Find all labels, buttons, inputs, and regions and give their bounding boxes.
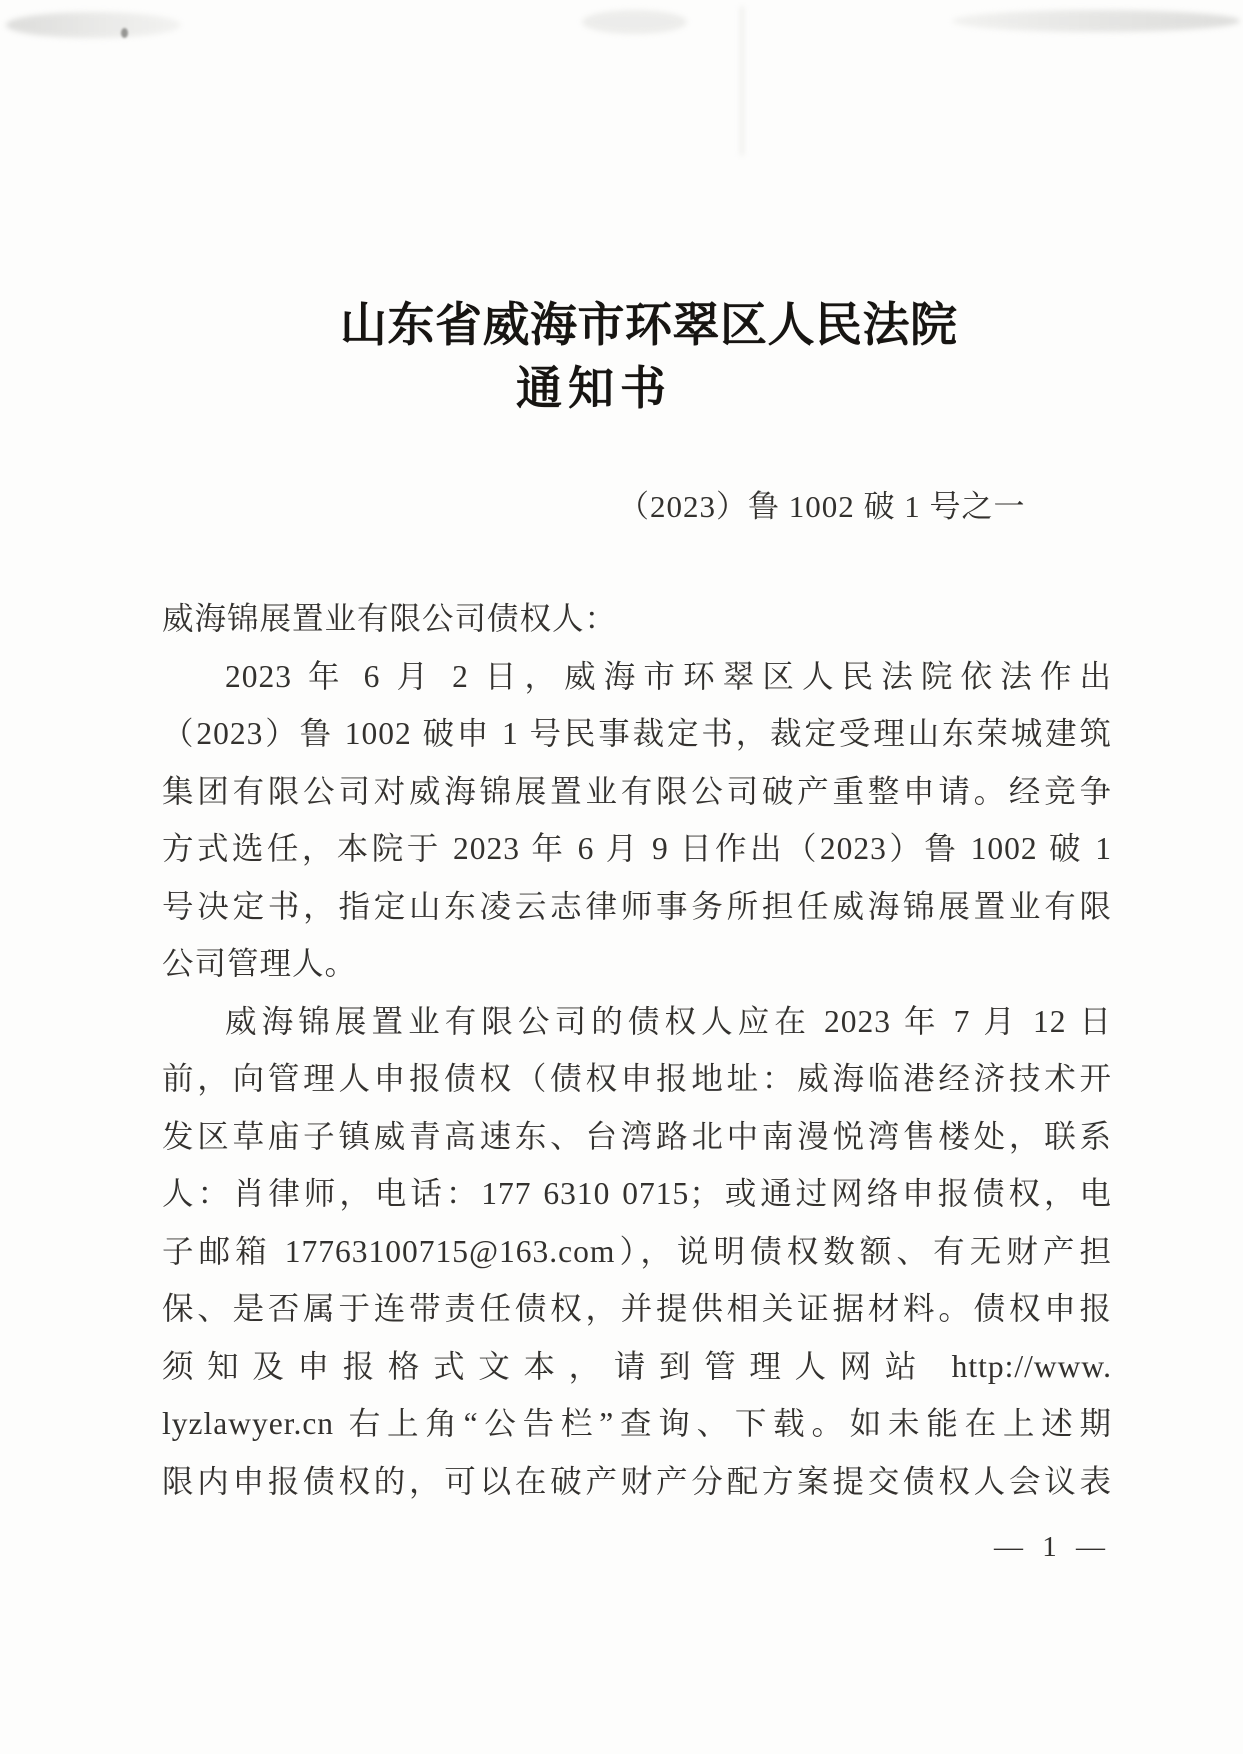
document-line: （2023）鲁 1002 破申 1 号民事裁定书，裁定受理山东荣城建筑	[162, 716, 1112, 751]
document-line: 威海锦展置业有限公司债权人：	[162, 601, 618, 636]
document-line: 人：肖律师，电话：177 6310 0715；或通过网络申报债权，电	[162, 1176, 1112, 1211]
document-line: 保、是否属于连带责任债权，并提供相关证据材料。债权申报	[162, 1291, 1112, 1326]
document-body	[162, 590, 1112, 1510]
document-line: 集团有限公司对威海锦展置业有限公司破产重整申请。经竞争	[162, 773, 1112, 809]
page-number: — 1 —	[994, 1531, 1111, 1563]
court-name: 山东省威海市环翠区人民法院	[340, 300, 958, 352]
scan-artifact	[6, 12, 181, 38]
document-line: 须知及申报格式文本，请到管理人网站 http://www.	[162, 1348, 1112, 1384]
document-line: 子邮箱 17763100715@163.com），说明债权数额、有无财产担	[162, 1233, 1112, 1269]
scan-artifact	[952, 10, 1240, 32]
case-number: （2023）鲁 1002 破 1 号之一	[618, 489, 1026, 524]
document-line: 号决定书，指定山东凌云志律师事务所担任威海锦展置业有限	[162, 888, 1112, 924]
document-line: 发区草庙子镇威青高速东、台湾路北中南漫悦湾售楼处，联系	[162, 1118, 1112, 1154]
document-line: 公司管理人。	[162, 946, 358, 981]
document-line: lyzlawyer.cn 右上角“公告栏”查询、下载。如未能在上述期	[162, 1406, 1112, 1441]
document-line: 方式选任，本院于 2023 年 6 月 9 日作出（2023）鲁 1002 破 1	[162, 831, 1112, 866]
document-title: 通知书	[516, 363, 672, 414]
scan-artifact	[121, 28, 128, 38]
document-line: 限内申报债权的，可以在破产财产分配方案提交债权人会议表	[162, 1463, 1112, 1499]
document-line: 威海锦展置业有限公司的债权人应在 2023 年 7 月 12 日	[225, 1003, 1112, 1039]
scan-artifact	[582, 10, 687, 34]
document-line: 2023 年 6 月 2 日，威海市环翠区人民法院依法作出	[225, 658, 1112, 694]
scan-artifact	[740, 6, 744, 156]
document-line: 前，向管理人申报债权（债权申报地址：威海临港经济技术开	[162, 1061, 1112, 1096]
